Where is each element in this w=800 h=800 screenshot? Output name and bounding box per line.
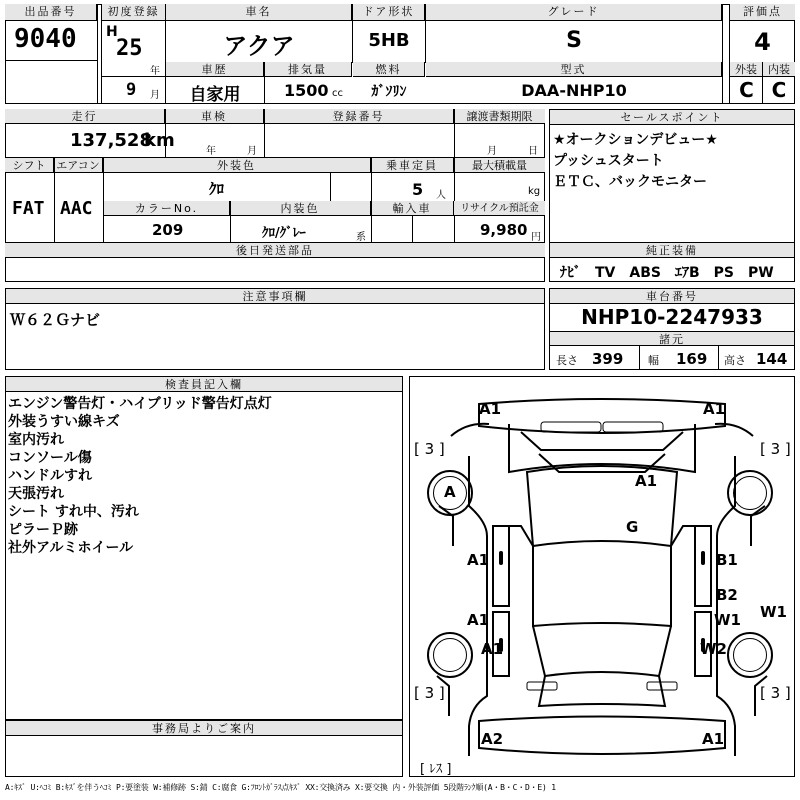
mark-windshield: G bbox=[626, 518, 639, 536]
aircon-value: AAC bbox=[60, 198, 93, 219]
mark-left-front-door: A1 bbox=[467, 551, 490, 569]
capacity-label: 乗車定員 bbox=[371, 158, 454, 173]
inspector-item: 社外アルミホイール bbox=[8, 540, 134, 556]
recycle-unit: 円 bbox=[531, 232, 541, 243]
interior-grade-value: C bbox=[771, 78, 787, 102]
inspector-item: ハンドルすれ bbox=[8, 468, 92, 484]
sales-point-item: ＥＴＣ、バックモニター bbox=[553, 174, 707, 190]
recycle-value: 9,980 bbox=[480, 221, 528, 239]
tire-fl-tread: [ 3 ] bbox=[414, 440, 445, 458]
grade-label: グレード bbox=[426, 4, 722, 21]
equipment-label: 純正装備 bbox=[550, 243, 794, 258]
length-label: 長さ bbox=[556, 354, 578, 367]
mark-hood: A1 bbox=[635, 472, 658, 490]
car-name-label: 車名 bbox=[166, 4, 352, 21]
first-reg-month: 9 bbox=[126, 80, 137, 100]
displacement-label: 排気量 bbox=[264, 62, 352, 77]
tire-rear-left bbox=[427, 632, 473, 678]
mileage-label: 走行 bbox=[5, 109, 165, 124]
ext-color-label: 外装色 bbox=[103, 158, 371, 173]
inspector-label: 検査員記入欄 bbox=[6, 377, 402, 392]
inspector-list bbox=[8, 395, 272, 557]
transfer-label: 譲渡書類期限 bbox=[454, 109, 545, 124]
car-outline-diagram bbox=[409, 376, 795, 777]
mark-right-edge: W1 bbox=[760, 603, 787, 621]
first-reg-month-unit: 月 bbox=[150, 90, 160, 101]
color-no-value: 209 bbox=[152, 221, 184, 239]
exterior-grade-label: 外装 bbox=[730, 62, 763, 77]
fuel-value: ｶﾞｿﾘﾝ bbox=[371, 84, 407, 100]
door-type: 5HB bbox=[368, 30, 410, 51]
lot-label: 出品番号 bbox=[5, 4, 97, 21]
mark-front-right: A1 bbox=[703, 400, 726, 418]
import-label: 輸入車 bbox=[371, 201, 454, 216]
door-label: ドア形状 bbox=[353, 4, 425, 21]
score-value: 4 bbox=[754, 28, 771, 56]
history-value: 自家用 bbox=[189, 85, 241, 105]
notes-label: 注意事項欄 bbox=[6, 289, 544, 304]
later-parts-label: 後日発送部品 bbox=[5, 243, 545, 258]
equipment-value: ﾅﾋﾞ TV ABS ｴｱB PS PW bbox=[560, 265, 774, 281]
mark-front-left-tire: A bbox=[444, 483, 456, 501]
transfer-day-unit: 日 bbox=[528, 146, 538, 157]
width-label: 幅 bbox=[648, 354, 659, 367]
transfer-month-unit: 月 bbox=[487, 146, 497, 157]
first-reg-year: 25 bbox=[116, 36, 143, 61]
reg-number-label: 登録番号 bbox=[264, 109, 454, 124]
mileage-value: 137,528 bbox=[70, 130, 152, 151]
mark-left-rear-door: A1 bbox=[467, 611, 490, 629]
capacity-unit: 人 bbox=[436, 190, 446, 201]
model-value: DAA-NHP10 bbox=[521, 81, 627, 100]
inspection-month-unit: 月 bbox=[247, 146, 257, 157]
lot-number: 9040 bbox=[14, 24, 77, 54]
mark-right-rear-lower: W1 bbox=[714, 611, 741, 629]
color-no-label: カラーNo. bbox=[104, 201, 230, 216]
fuel-label: 燃料 bbox=[353, 62, 425, 77]
tire-rear-right bbox=[727, 632, 773, 678]
shift-label: シフト bbox=[5, 158, 54, 173]
mark-left-rear-fender: A1 bbox=[481, 640, 504, 658]
tire-front-right bbox=[727, 470, 773, 516]
mileage-unit: km bbox=[144, 130, 175, 151]
sales-points-list bbox=[553, 130, 718, 193]
office-label: 事務局よりご案内 bbox=[6, 721, 402, 736]
ext-color-value: ｸﾛ bbox=[208, 180, 224, 198]
recycle-label: リサイクル預託金 bbox=[454, 201, 545, 216]
notes-value: Ｗ６２Ｇナビ bbox=[10, 311, 101, 329]
mark-rear-right: A1 bbox=[702, 730, 725, 748]
inspector-item: ピラーＰ跡 bbox=[8, 522, 78, 538]
mark-right-rear-door: B2 bbox=[716, 586, 738, 604]
tire-fr-tread: [ 3 ] bbox=[760, 440, 791, 458]
inspector-item: コンソール傷 bbox=[8, 450, 92, 466]
first-reg-era: H bbox=[106, 24, 118, 40]
width-value: 169 bbox=[676, 350, 708, 368]
spare-tire: [ ﾚｽ ] bbox=[420, 762, 452, 777]
inspector-item: エンジン警告灯・ハイブリッド警告灯点灯 bbox=[8, 396, 272, 412]
inspector-item: シート すれ中、汚れ bbox=[8, 504, 139, 520]
mark-right-front-door: B1 bbox=[716, 551, 738, 569]
model-label: 型式 bbox=[426, 62, 722, 77]
sales-point-item: ★オークションデビュー★ bbox=[553, 132, 718, 148]
car-name: アクア bbox=[223, 32, 295, 60]
chassis-label: 車台番号 bbox=[550, 289, 794, 304]
inspector-item: 室内汚れ bbox=[8, 432, 64, 448]
capacity-value: 5 bbox=[412, 180, 424, 199]
interior-grade-label: 内装 bbox=[763, 62, 795, 77]
exterior-grade-value: C bbox=[739, 78, 754, 102]
int-color-suffix: 系 bbox=[356, 232, 366, 243]
specs-label: 諸元 bbox=[550, 331, 794, 346]
int-color-label: 内装色 bbox=[230, 201, 371, 216]
int-color-value: ｸﾛ/ｸﾞﾚｰ bbox=[262, 226, 306, 241]
tire-rl-tread: [ 3 ] bbox=[414, 684, 445, 702]
length-value: 399 bbox=[592, 350, 624, 368]
mark-rear-left: A2 bbox=[481, 730, 504, 748]
shift-value: FAT bbox=[12, 198, 45, 219]
score-label: 評価点 bbox=[730, 4, 795, 21]
grade-value: S bbox=[566, 28, 582, 53]
sales-points-label: セールスポイント bbox=[550, 110, 794, 125]
aircon-label: エアコン bbox=[54, 158, 103, 173]
max-load-label: 最大積載量 bbox=[454, 158, 545, 173]
height-label: 高さ bbox=[724, 354, 746, 367]
displacement-unit: cc bbox=[332, 88, 343, 99]
tire-rr-tread: [ 3 ] bbox=[760, 684, 791, 702]
height-value: 144 bbox=[756, 350, 788, 368]
mark-front-left: A1 bbox=[479, 400, 502, 418]
inspection-year-unit: 年 bbox=[206, 146, 216, 157]
inspector-item: 外装うすい線キズ bbox=[8, 414, 120, 430]
legend-text: A:ｷｽﾞ U:ﾍｺﾐ B:ｷｽﾞを伴うﾍｺﾐ P:要塗装 W:補修跡 S:錆 C:腐食 G:ﾌﾛﾝﾄｶﾞﾗｽ点ｷｽﾞ XX:交換済み X:要交換 内・外装評価 5段階ﾗﾝｸ順(A・B・C・D・E) 1 bbox=[5, 783, 556, 792]
displacement-value: 1500 bbox=[284, 81, 329, 100]
inspector-item: 天張汚れ bbox=[8, 486, 64, 502]
inspection-label: 車検 bbox=[165, 109, 264, 124]
first-reg-label: 初度登録 bbox=[102, 4, 166, 21]
chassis-number: NHP10-2247933 bbox=[581, 305, 763, 329]
history-label: 車歴 bbox=[166, 62, 264, 77]
first-reg-year-unit: 年 bbox=[150, 66, 160, 77]
max-load-unit: kg bbox=[528, 186, 541, 197]
mark-right-rear-fender: W2 bbox=[700, 640, 727, 658]
sales-point-item: プッシュスタート bbox=[553, 153, 664, 169]
